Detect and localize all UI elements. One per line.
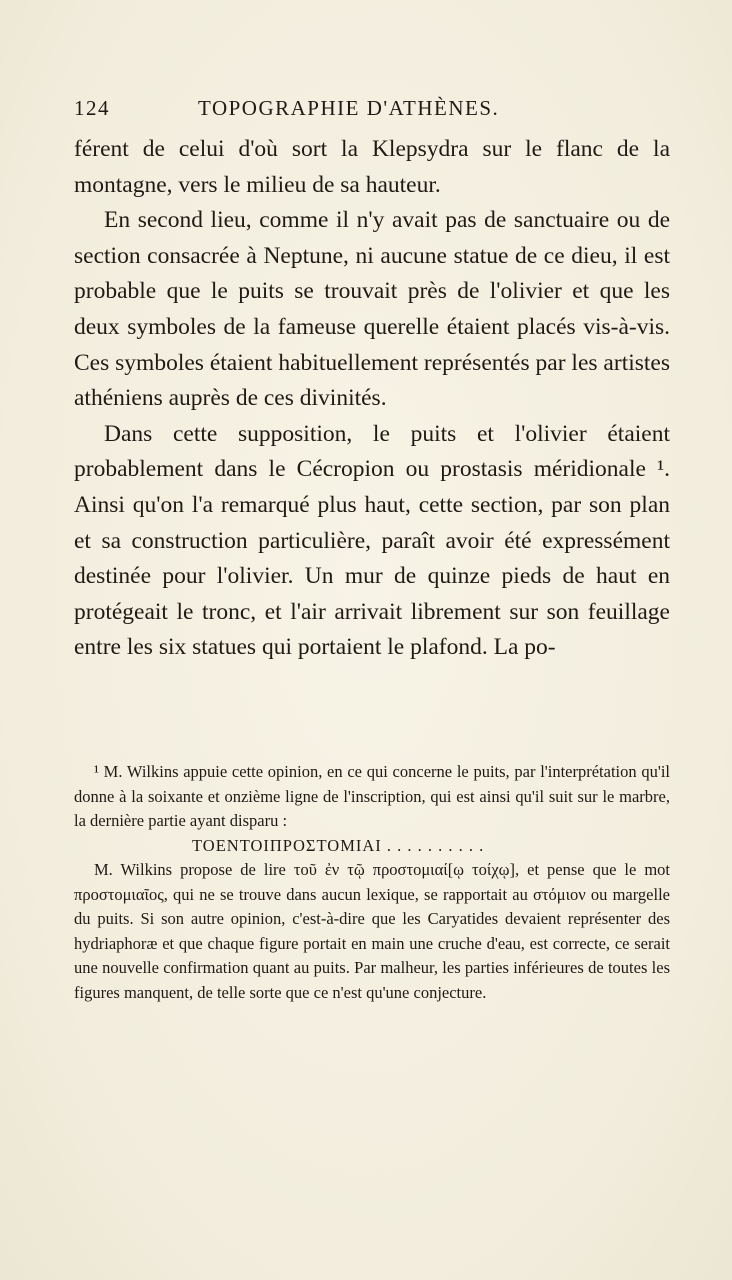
footnote-commentary: M. Wilkins propose de lire τοῦ ἐν τῷ προστομιαί[ῳ τοίχῳ], et pense que le mot προστομιαῖος, qui ne se trouve dans aucun lexique, se rapportait au στόμιον ou margelle du puits. Si son autre opinion, c'est-à-dire que les Caryatides devaient représenter des hydriaphoræ et que chaque figure portait en main une cruche d'eau, est correcte, ce serait une nouvelle confirmation quant au puits. Par malheur, les parties inférieures de toutes les figures manquent, de telle sorte que ce n'est qu'une conjecture. <box>74 860 670 1002</box>
paragraph: En second lieu, comme il n'y avait pas de sanctuaire ou de section consacrée à Neptune, ni aucune statue de ce dieu, il est probable que le puits se trouvait près de l'olivier et que les deux symboles de la fameuse querelle étaient placés vis-à-vis. Ces symboles étaient habituellement représentés par les artistes athéniens auprès de ces divinités. <box>74 207 670 412</box>
main-text <box>74 132 670 666</box>
footnote-block <box>74 760 670 1005</box>
running-title: TOPOGRAPHIE D'ATHÈNES. <box>198 96 500 120</box>
running-header <box>74 96 674 126</box>
footnote-intro: ¹ M. Wilkins appuie cette opinion, en ce qui concerne le puits, par l'interprétation qu'il donne à la soixante et onzième ligne de l'inscription, qui est ainsi qu'il suit sur le marbre, la dernière partie ayant disparu : <box>74 762 670 830</box>
inscription-line: ΤΟΕΝΤΟΙΠΡΟΣΤΟΜΙΑΙ . . . . . . . . . . <box>192 835 485 855</box>
paragraph-continued: férent de celui d'où sort la Klepsydra sur le flanc de la montagne, vers le milieu de sa hauteur. <box>74 136 670 198</box>
page-number: 124 <box>74 96 110 120</box>
paragraph: Dans cette supposition, le puits et l'olivier étaient probablement dans le Cécropion ou prostasis méridionale ¹. Ainsi qu'on l'a remarqué plus haut, cette section, par son plan et sa construction particulière, paraît avoir été expressément destinée pour l'olivier. Un mur de quinze pieds de haut en protégeait le tronc, et l'air arrivait librement sur son feuillage entre les six statues qui portaient le plafond. La po- <box>74 420 670 661</box>
